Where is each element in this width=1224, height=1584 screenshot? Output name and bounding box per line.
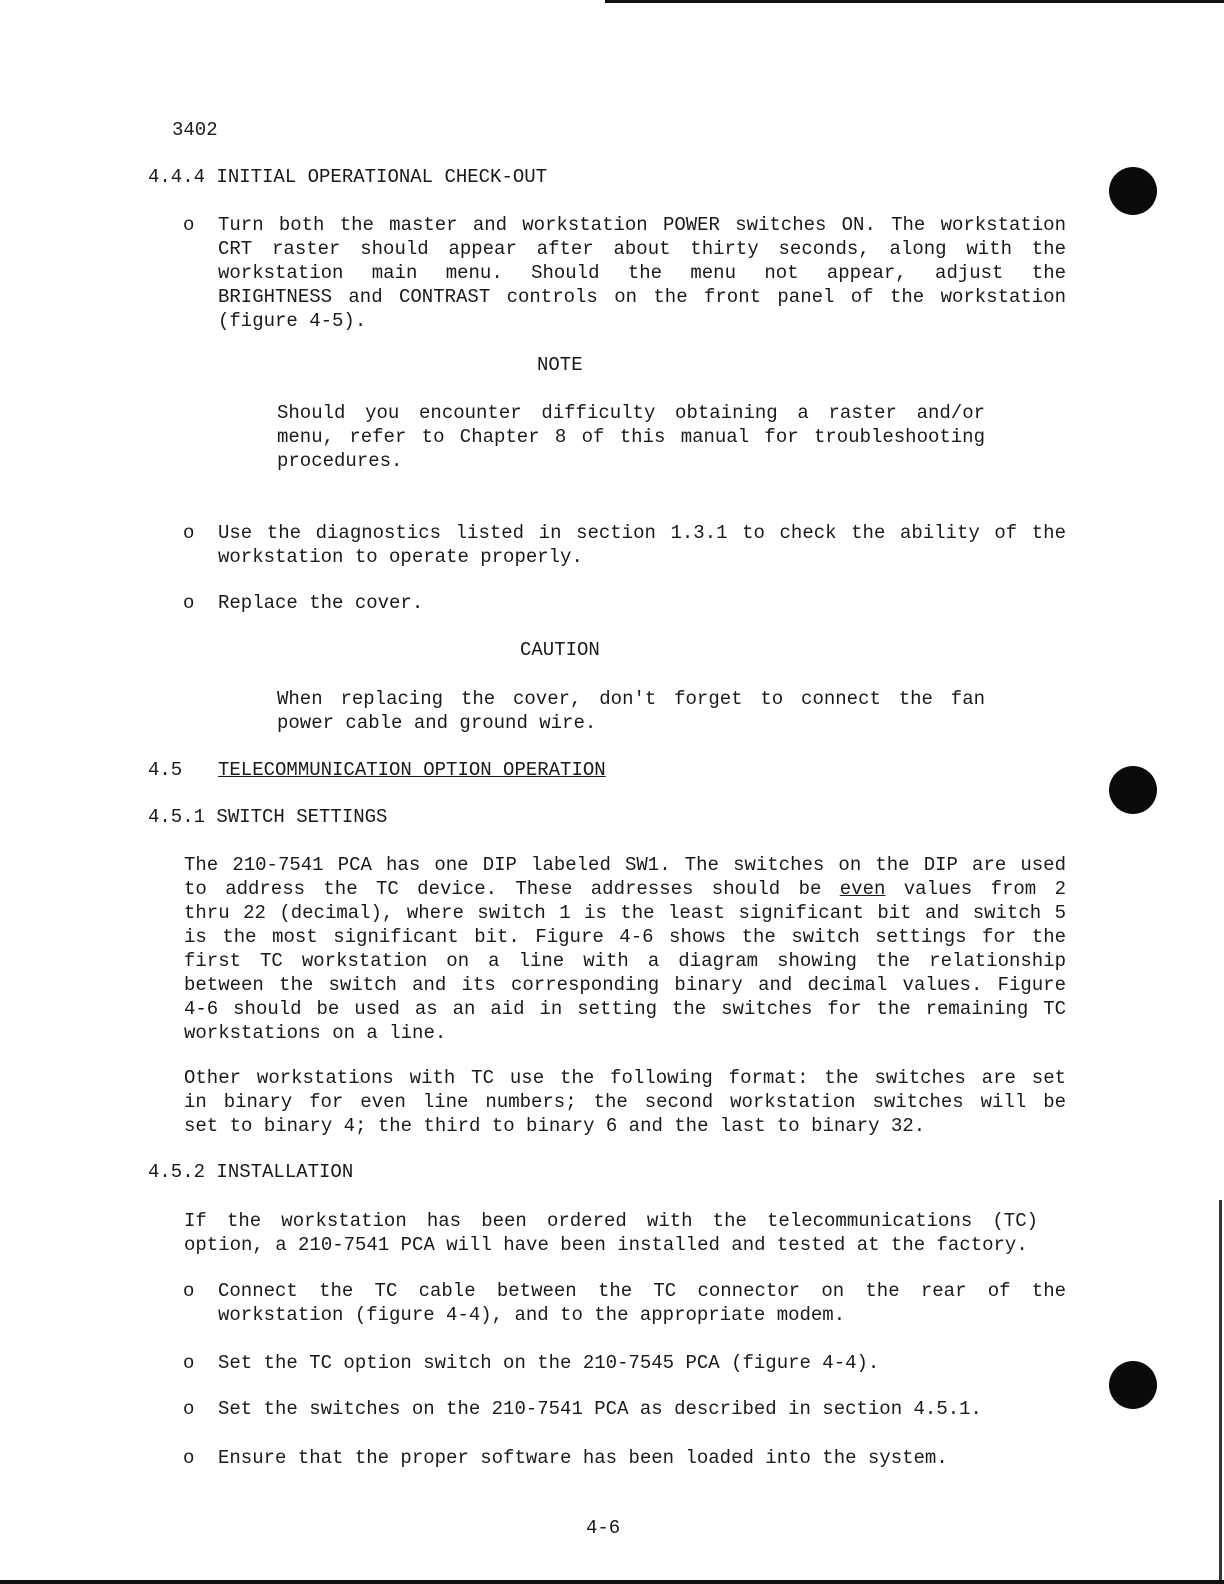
bullet-marker: o xyxy=(183,1280,195,1302)
note-body xyxy=(277,401,985,473)
section-number-4-5: 4.5 xyxy=(148,759,183,781)
text-line: thru 22 (decimal), where switch 1 is the least significant bit and switch 5 xyxy=(184,902,1066,924)
text-line: Use the diagnostics listed in section 1.3.1 to check the ability of the xyxy=(218,522,1066,544)
bullet-replace-cover: Replace the cover. xyxy=(218,592,424,614)
text-line: option, a 210-7541 PCA will have been installed and tested at the factory. xyxy=(184,1234,1028,1256)
text-line: If the workstation has been ordered with the telecommunications (TC) xyxy=(184,1210,1038,1232)
caution-body xyxy=(277,687,985,735)
caution-title: CAUTION xyxy=(520,639,600,661)
bullet-power-on xyxy=(218,213,1066,333)
bullet-marker: o xyxy=(183,522,195,544)
section-heading-4-5-1: 4.5.1 SWITCH SETTINGS xyxy=(148,806,388,828)
text-line: Should you encounter difficulty obtaining a raster and/or xyxy=(277,402,985,424)
section-title-4-5: TELECOMMUNICATION OPTION OPERATION xyxy=(218,759,606,781)
document-number: 3402 xyxy=(172,119,218,141)
bullet-marker: o xyxy=(183,592,195,614)
bullet-marker: o xyxy=(183,1398,195,1420)
text-line: Turn both the master and workstation POWER switches ON. The workstation xyxy=(218,214,1066,236)
text-line: menu, refer to Chapter 8 of this manual for troubleshooting xyxy=(277,426,985,448)
text-line: power cable and ground wire. xyxy=(277,712,597,734)
text-line: set to binary 4; the third to binary 6 and the last to binary 32. xyxy=(184,1115,926,1137)
text-line: The 210-7541 PCA has one DIP labeled SW1. The switches on the DIP are used xyxy=(184,854,1066,876)
text-line: When replacing the cover, don't forget to connect the fan xyxy=(277,688,985,710)
text-line: CRT raster should appear after about thirty seconds, along with the xyxy=(218,238,1066,260)
text-line: workstation (figure 4-4), and to the appropriate modem. xyxy=(218,1304,846,1326)
text-line: in binary for even line numbers; the second workstation switches will be xyxy=(184,1091,1066,1113)
page-number: 4-6 xyxy=(586,1517,621,1539)
bullet-marker: o xyxy=(183,214,195,236)
text-line: 4-6 should be used as an aid in setting the switches for the remaining TC xyxy=(184,998,1066,1020)
section-heading-4-4-4: 4.4.4 INITIAL OPERATIONAL CHECK-OUT xyxy=(148,166,548,188)
text-line: workstation to operate properly. xyxy=(218,546,583,568)
other-workstations-paragraph xyxy=(184,1066,1066,1138)
text-line: procedures. xyxy=(277,450,403,472)
text-line: first TC workstation on a line with a diagram showing the relationship xyxy=(184,950,1066,972)
emphasis-even: even xyxy=(839,878,886,900)
text-line: (figure 4-5). xyxy=(218,310,367,332)
text-line: Other workstations with TC use the following format: the switches are set xyxy=(184,1067,1066,1089)
punch-hole xyxy=(1109,167,1157,215)
installation-paragraph xyxy=(184,1209,1038,1257)
punch-hole xyxy=(1109,1361,1157,1409)
note-title: NOTE xyxy=(537,354,583,376)
text-line: is the most significant bit. Figure 4-6 shows the switch settings for the xyxy=(184,926,1066,948)
text-line: workstation main menu. Should the menu not appear, adjust the xyxy=(218,262,1066,284)
bullet-connect-cable xyxy=(218,1279,1066,1327)
bullet-set-switches: Set the switches on the 210-7541 PCA as described in section 4.5.1. xyxy=(218,1398,982,1420)
text-line: Connect the TC cable between the TC connector on the rear of the xyxy=(218,1280,1066,1302)
text-span: to address the TC device. These addresses should be xyxy=(184,878,840,900)
text-line: between the switch and its corresponding binary and decimal values. Figure xyxy=(184,974,1066,996)
bullet-tc-option-switch: Set the TC option switch on the 210-7545 PCA (figure 4-4). xyxy=(218,1352,880,1374)
text-line-with-emphasis xyxy=(184,877,1066,901)
bullet-diagnostics xyxy=(218,521,1066,569)
switch-settings-paragraph xyxy=(184,853,1066,1045)
bullet-software-loaded: Ensure that the proper software has been loaded into the system. xyxy=(218,1447,948,1469)
text-line: workstations on a line. xyxy=(184,1022,447,1044)
bottom-rule xyxy=(0,1580,1224,1584)
top-rule xyxy=(605,0,1224,3)
bullet-marker: o xyxy=(183,1447,195,1469)
text-span: values from 2 xyxy=(885,878,1066,900)
page-edge xyxy=(1219,1200,1222,1580)
section-heading-4-5-2: 4.5.2 INSTALLATION xyxy=(148,1161,354,1183)
bullet-marker: o xyxy=(183,1352,195,1374)
punch-hole xyxy=(1109,766,1157,814)
text-line: BRIGHTNESS and CONTRAST controls on the front panel of the workstation xyxy=(218,286,1066,308)
